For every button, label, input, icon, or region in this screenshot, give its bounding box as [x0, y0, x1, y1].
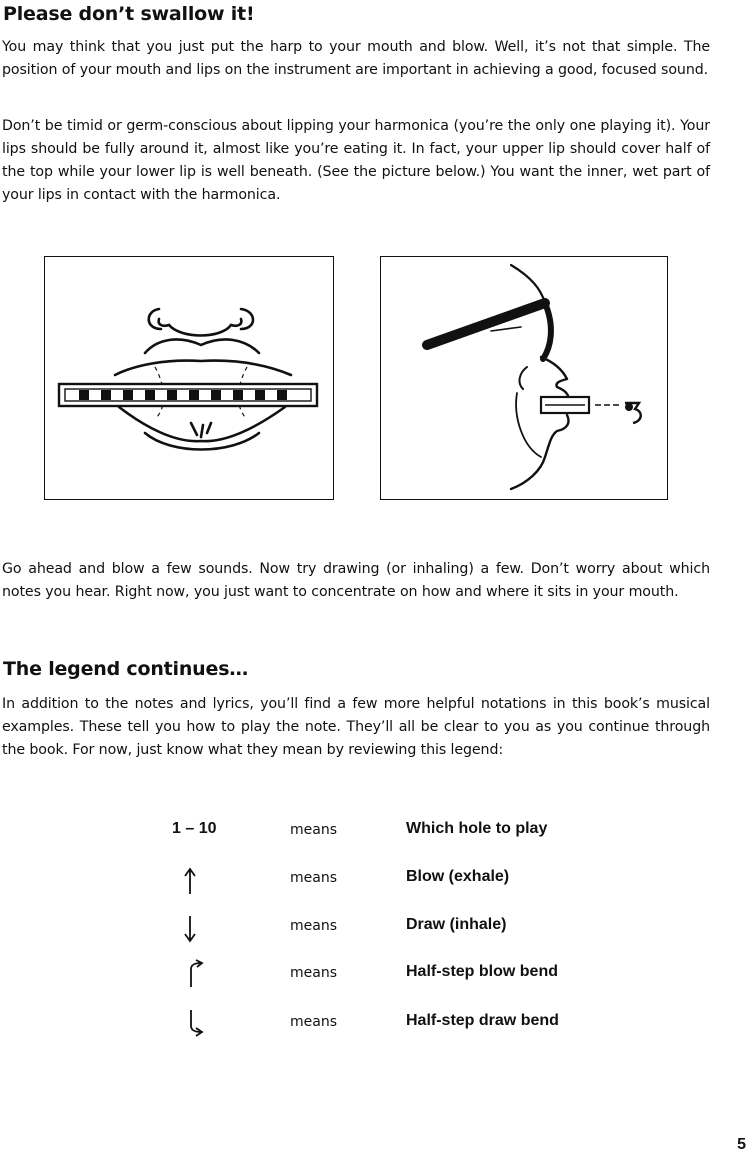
legend-row [0, 1012, 750, 1042]
up-arrow-icon [183, 866, 197, 896]
legend-row [0, 820, 750, 850]
practice-paragraph: Go ahead and blow a few sounds. Now try drawing (or inhaling) a few. Don’t worry about which notes you hear. Right now, you just want to concentrate on how and where it sits in your mouth. [2, 561, 710, 600]
legend-description: Blow (exhale) [406, 868, 510, 885]
section-heading: Please don’t swallow it! [3, 3, 255, 25]
legend-intro-paragraph: In addition to the notes and lyrics, you’ll find a few more helpful notations in this book’s musical examples. These tell you how to play the note. They’ll all be clear to you as you continue through the book. For now, just know what they mean by reviewing this legend: [2, 696, 710, 758]
legend-row [0, 916, 750, 946]
legend-row [0, 868, 750, 898]
intro-paragraph: You may think that you just put the harp to your mouth and blow. Well, it’s not that simple. The position of your mouth and lips on the instrument are important in achieving a good, focused sound. [2, 39, 710, 78]
legend-means: means [290, 822, 337, 838]
legend-row [0, 963, 750, 993]
legend-description: Draw (inhale) [406, 916, 507, 933]
legend-heading: The legend continues… [3, 658, 249, 680]
harmonica-front-view-illustration [45, 257, 333, 499]
harmonica-side-view-illustration [381, 257, 667, 499]
harmonica-front-view-figure [44, 256, 334, 500]
harmonica-side-view-figure [380, 256, 668, 500]
down-arrow-icon [183, 914, 197, 944]
page-number: 5 [737, 1136, 746, 1153]
bent-down-arrow-icon [183, 1008, 207, 1038]
legend-means: means [290, 918, 337, 934]
lips-paragraph: Don’t be timid or germ-conscious about lipping your harmonica (you’re the only one playing it). Your lips should be fully around it, almost like you’re eating it. In fact, your upper lip should cover half of the top while your lower lip is well beneath. (See the picture below.) You want the inner, wet part of your lips in contact with the harmonica. [2, 118, 710, 203]
legend-description: Which hole to play [406, 820, 548, 837]
bent-up-arrow-icon [183, 959, 207, 989]
legend-means: means [290, 1014, 337, 1030]
legend-means: means [290, 870, 337, 886]
legend-description: Half-step draw bend [406, 1012, 559, 1029]
legend-symbol-hole-range: 1 – 10 [172, 820, 217, 837]
legend-description: Half-step blow bend [406, 963, 558, 980]
legend-means: means [290, 965, 337, 981]
